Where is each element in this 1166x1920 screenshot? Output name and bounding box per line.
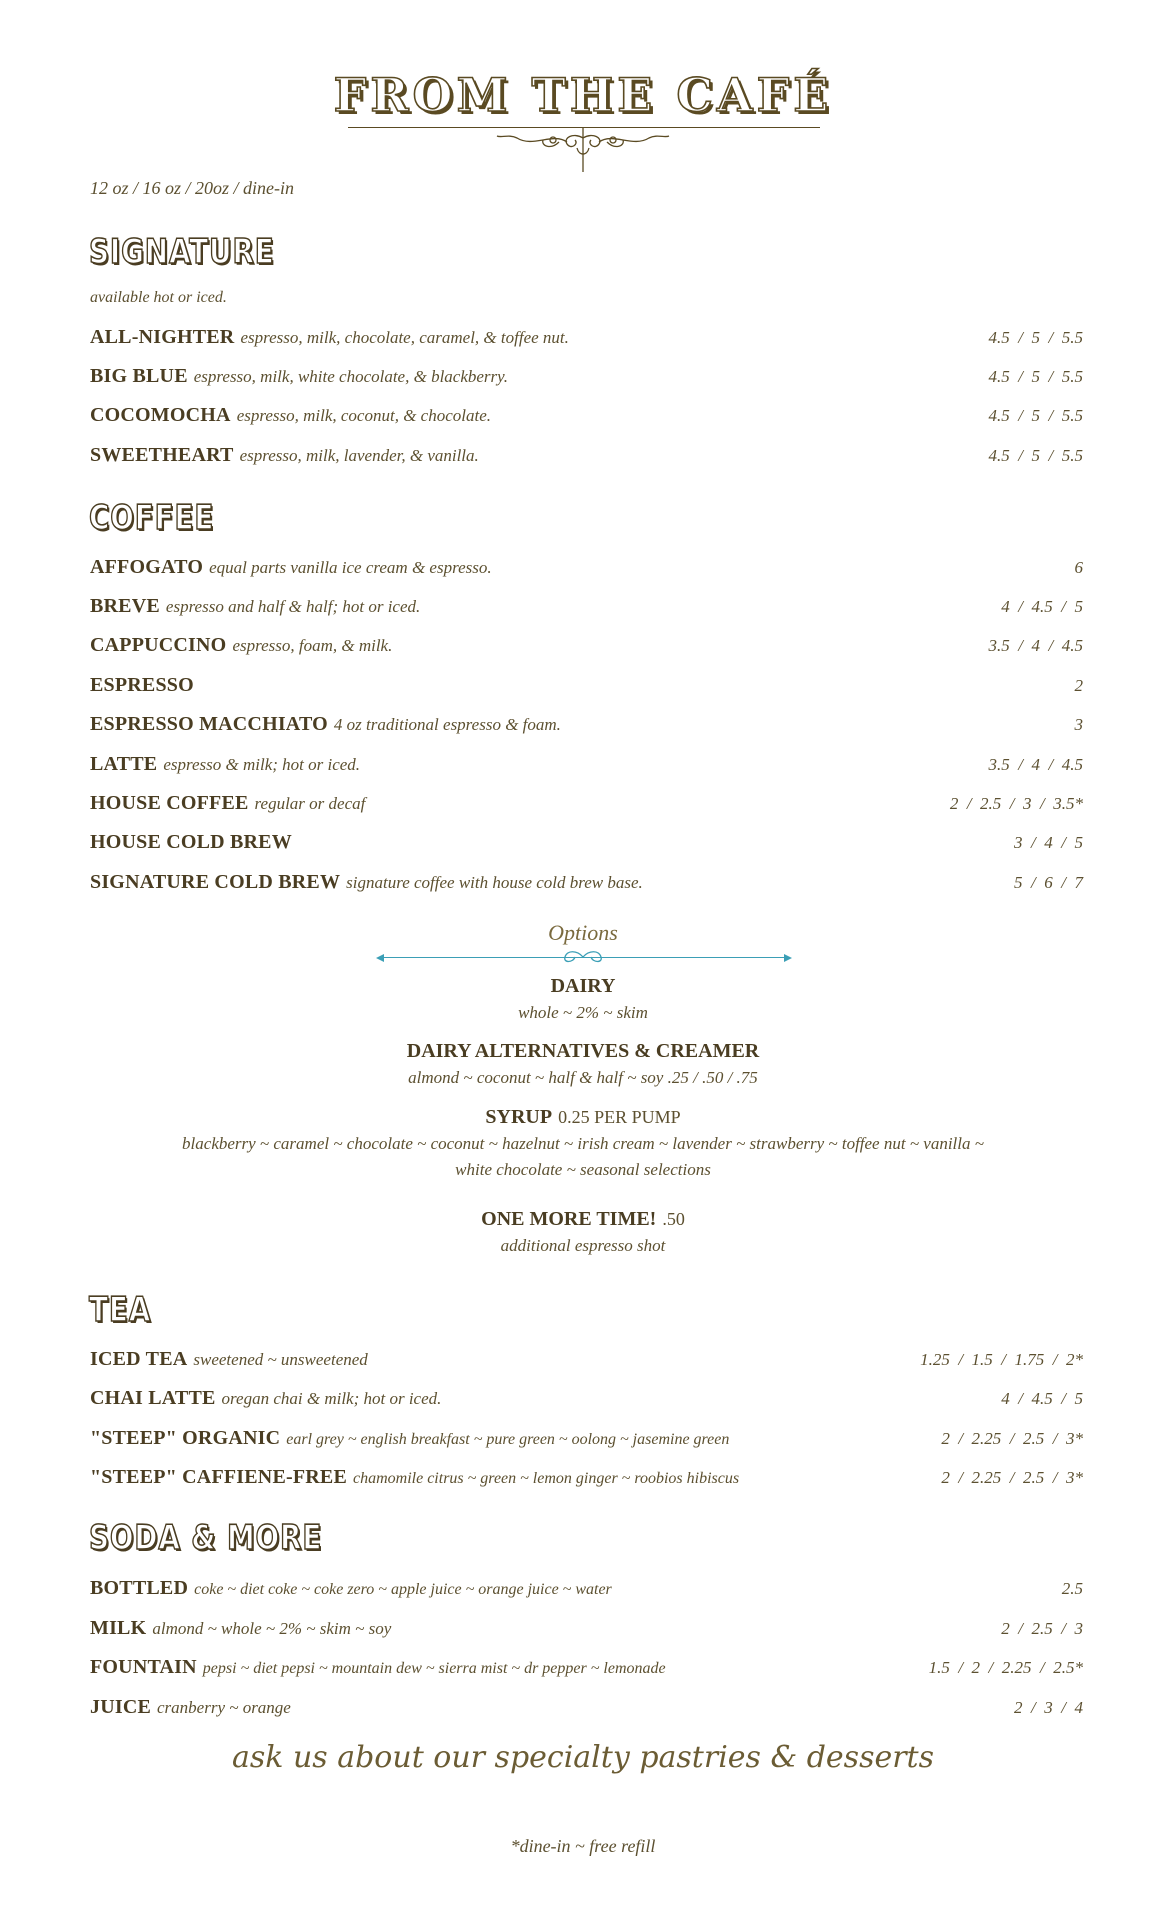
menu-item <box>90 871 1083 899</box>
section-heading-coffee: COFFEE <box>89 498 215 538</box>
menu-item <box>90 831 1083 859</box>
syrup-price: 0.25 PER PUMP <box>558 1107 681 1127</box>
menu-item <box>90 326 1083 354</box>
menu-item <box>90 1466 1083 1494</box>
item-description: regular or decaf <box>254 794 366 813</box>
item-price: 2 / 2.25 / 2.5 / 3* <box>941 1468 1083 1487</box>
item-description: oregan chai & milk; hot or iced. <box>221 1389 442 1408</box>
extra-shot-description: additional espresso shot <box>500 1236 666 1255</box>
menu-item <box>90 1348 1083 1376</box>
item-description: espresso, milk, white chocolate, & blackberry. <box>193 367 509 386</box>
section-note-signature: available hot or iced. <box>90 289 227 306</box>
menu-item <box>90 753 1083 781</box>
item-name: BIG BLUE <box>90 365 188 387</box>
item-price: 4 / 4.5 / 5 <box>1001 1389 1083 1408</box>
size-legend: 12 oz / 16 oz / 20oz / dine-in <box>90 178 295 198</box>
item-name: "STEEP" ORGANIC <box>90 1427 281 1449</box>
item-price: 3.5 / 4 / 4.5 <box>988 755 1083 774</box>
menu-item <box>90 404 1083 432</box>
item-price: 3.5 / 4 / 4.5 <box>988 636 1083 655</box>
flourish-ornament-icon <box>493 128 673 176</box>
item-price: 5 / 6 / 7 <box>1014 873 1083 892</box>
pastries-note: ask us about our specialty pastries & desserts <box>231 1740 935 1775</box>
syrup-flavors-line-2: white chocolate ~ seasonal selections <box>455 1160 711 1179</box>
item-name: JUICE <box>90 1696 152 1718</box>
syrup-label: SYRUP <box>485 1106 553 1128</box>
item-description: espresso, milk, chocolate, caramel, & toffee nut. <box>240 328 569 347</box>
item-price: 1.25 / 1.5 / 1.75 / 2* <box>920 1350 1083 1369</box>
syrup-heading <box>0 1106 1166 1129</box>
item-price: 6 <box>1074 558 1083 577</box>
item-name: ESPRESSO MACCHIATO <box>90 713 328 735</box>
menu-item <box>90 1427 1083 1455</box>
item-name: CHAI LATTE <box>90 1387 216 1409</box>
item-name: ESPRESSO <box>90 674 194 696</box>
dairy-heading: DAIRY <box>550 975 616 997</box>
footnote: *dine-in ~ free refill <box>510 1836 656 1856</box>
syrup-flavors-line-1: blackberry ~ caramel ~ chocolate ~ coconut ~ hazelnut ~ irish cream ~ lavender ~ strawberry ~ toffee nut ~ vanilla ~ <box>182 1134 984 1153</box>
item-name: BOTTLED <box>90 1577 189 1599</box>
item-name: COCOMOCHA <box>90 404 231 426</box>
item-name: MILK <box>90 1617 147 1639</box>
item-name: SIGNATURE COLD BREW <box>90 871 341 893</box>
menu-item <box>90 444 1083 472</box>
item-description: espresso, milk, lavender, & vanilla. <box>239 446 479 465</box>
extra-shot-price: .50 <box>662 1209 685 1229</box>
item-name: HOUSE COLD BREW <box>90 831 292 853</box>
menu-item <box>90 792 1083 820</box>
extra-shot-label: ONE MORE TIME! <box>481 1208 657 1230</box>
item-price: 1.5 / 2 / 2.25 / 2.5* <box>928 1658 1083 1677</box>
section-heading-signature: SIGNATURE <box>89 232 275 272</box>
item-price: 2 / 2.5 / 3 <box>1001 1619 1083 1638</box>
item-price: 3 / 4 / 5 <box>1014 833 1083 852</box>
dairy-alternatives-choices: almond ~ coconut ~ half & half ~ soy .25 / .50 / .75 <box>408 1068 758 1087</box>
item-price: 3 <box>1074 715 1083 734</box>
item-name: HOUSE COFFEE <box>90 792 249 814</box>
item-description: coke ~ diet coke ~ coke zero ~ apple juice ~ orange juice ~ water <box>194 1581 612 1598</box>
item-description: cranberry ~ orange <box>157 1698 291 1717</box>
item-price: 4.5 / 5 / 5.5 <box>988 446 1083 465</box>
swirl-ornament-icon <box>553 948 613 966</box>
item-price: 4 / 4.5 / 5 <box>1001 597 1083 616</box>
extra-shot-heading <box>0 1208 1166 1231</box>
options-title: Options <box>548 920 618 945</box>
item-description: almond ~ whole ~ 2% ~ skim ~ soy <box>152 1619 392 1638</box>
item-price: 2.5 <box>1061 1579 1083 1598</box>
arrow-right-icon <box>784 954 792 962</box>
item-name: SWEETHEART <box>90 444 234 466</box>
item-name: AFFOGATO <box>90 556 204 578</box>
menu-item <box>90 556 1083 584</box>
item-description: espresso, milk, coconut, & chocolate. <box>236 406 491 425</box>
item-name: LATTE <box>90 753 158 775</box>
item-price: 2 / 2.25 / 2.5 / 3* <box>941 1429 1083 1448</box>
item-name: BREVE <box>90 595 160 617</box>
menu-item <box>90 1387 1083 1415</box>
item-price: 2 / 2.5 / 3 / 3.5* <box>949 794 1083 813</box>
item-name: ALL-NIGHTER <box>90 326 235 348</box>
item-price: 2 <box>1074 676 1083 695</box>
menu-item <box>90 634 1083 662</box>
item-description: pepsi ~ diet pepsi ~ mountain dew ~ sierra mist ~ dr pepper ~ lemonade <box>202 1660 666 1677</box>
item-description: espresso, foam, & milk. <box>232 636 393 655</box>
item-description: signature coffee with house cold brew base. <box>346 873 643 892</box>
item-description: earl grey ~ english breakfast ~ pure green ~ oolong ~ jasemine green <box>286 1431 730 1448</box>
item-name: ICED TEA <box>90 1348 188 1370</box>
item-description: chamomile citrus ~ green ~ lemon ginger ~ roobios hibiscus <box>353 1470 740 1487</box>
item-name: CAPPUCCINO <box>90 634 227 656</box>
item-price: 4.5 / 5 / 5.5 <box>988 367 1083 386</box>
item-name: "STEEP" CAFFIENE-FREE <box>90 1466 347 1488</box>
menu-item <box>90 365 1083 393</box>
arrow-left-icon <box>376 954 384 962</box>
item-price: 4.5 / 5 / 5.5 <box>988 328 1083 347</box>
menu-item <box>90 1656 1083 1684</box>
menu-item <box>90 1696 1083 1724</box>
menu-item <box>90 674 1083 702</box>
item-description: 4 oz traditional espresso & foam. <box>333 715 561 734</box>
dairy-choices: whole ~ 2% ~ skim <box>518 1003 648 1022</box>
item-description: espresso & milk; hot or iced. <box>163 755 361 774</box>
item-description: espresso and half & half; hot or iced. <box>165 597 421 616</box>
menu-item <box>90 1617 1083 1645</box>
item-price: 4.5 / 5 / 5.5 <box>988 406 1083 425</box>
dairy-alternatives-heading: DAIRY ALTERNATIVES & CREAMER <box>406 1040 760 1062</box>
item-description: equal parts vanilla ice cream & espresso. <box>209 558 492 577</box>
section-heading-soda: SODA & MORE <box>89 1518 323 1558</box>
menu-item <box>90 713 1083 741</box>
item-name: FOUNTAIN <box>90 1656 197 1678</box>
page-title: FROM THE CAFÉ <box>333 68 833 122</box>
item-description: sweetened ~ unsweetened <box>193 1350 368 1369</box>
section-heading-tea: TEA <box>89 1290 152 1330</box>
menu-item <box>90 1577 1083 1605</box>
item-price: 2 / 3 / 4 <box>1014 1698 1083 1717</box>
menu-item <box>90 595 1083 623</box>
